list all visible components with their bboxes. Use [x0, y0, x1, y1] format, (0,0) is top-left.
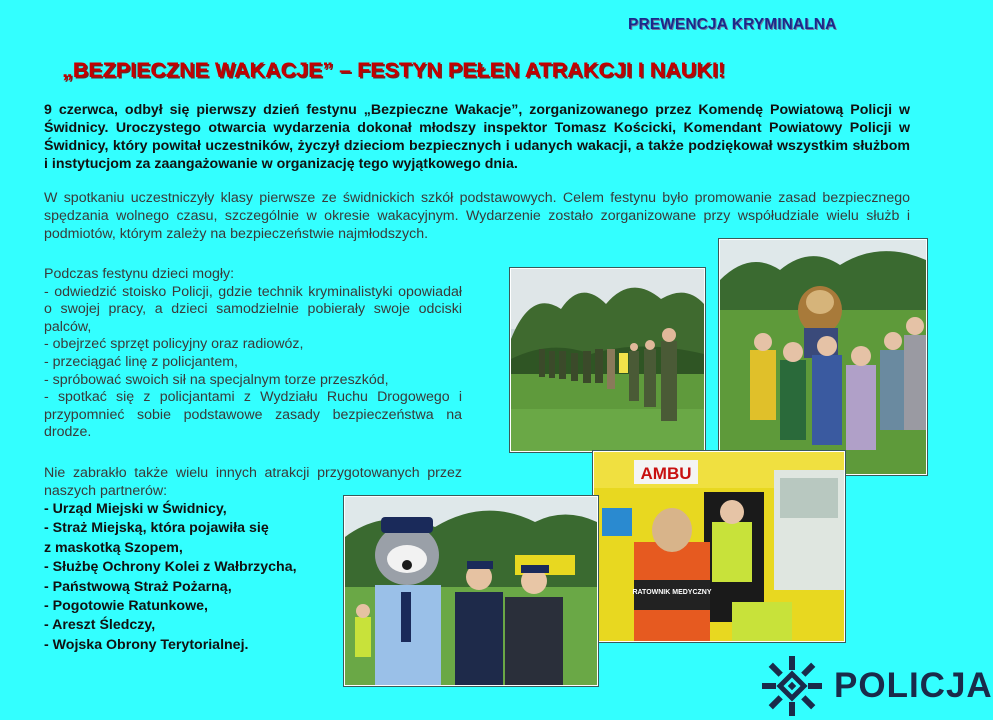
list-item: - przeciągać linę z policjantem, [44, 353, 238, 370]
police-logo [760, 654, 993, 718]
paramedic-vest-text: RATOWNIK MEDYCZNY [632, 589, 712, 596]
section-category: PREWENCJA KRYMINALNA [628, 16, 837, 33]
photo-ambulance [593, 451, 845, 642]
list-item: - Pogotowie Ratunkowe, [44, 598, 208, 615]
list-item: - Areszt Śledczy, [44, 617, 156, 634]
activities-intro: Podczas festynu dzieci mogły: [44, 266, 235, 282]
activities-list [44, 266, 462, 442]
list-item: - spróbować swoich sił na specjalnym torze przeszkód, [44, 371, 389, 388]
list-item: - Państwową Straż Pożarną, [44, 578, 232, 595]
partners-intro: Nie zabrakło także wielu innych atrakcji przygotowanych przez naszych partnerów: [44, 465, 462, 499]
intro-paragraph: 9 czerwca, odbył się pierwszy dzień festynu „Bezpieczne Wakacje”, zorganizowanego przez Komendę Powiatową Policji w Świdnicy. Uroczystego otwarcia wydarzenia dokonał młodszy inspektor Tomasz Kościcki, Komendant Powiatowy Policji w Świdnicy, który powitał uczestników, życzył dzieciom bezpiecznych i udanych wakacji, a także podziękował wszystkim służbom i instytucjom za zaangażowanie w organizację tego wyjątkowego dnia. [44, 102, 910, 172]
photo-soldiers-lineup [510, 268, 705, 452]
police-star-icon [760, 654, 824, 718]
list-item: z maskotką Szopem, [44, 539, 183, 556]
list-item: - obejrzeć sprzęt policyjny oraz radiowóz, [44, 336, 304, 353]
list-item: - Służbę Ochrony Kolei z Wałbrzycha, [44, 559, 297, 576]
list-item: - Straż Miejską, która pojawiła się [44, 520, 269, 537]
participants-paragraph: W spotkaniu uczestniczyły klasy pierwsze ze świdnickich szkół podstawowych. Celem festynu było promowanie zasad bezpiecznego spędzania wolnego czasu, szczególnie w okresie wakacyjnym. Wydarzenie zostało zorganizowane przy współudziale wielu służb i podmiotów, którym zależy na bezpieczeństwie najmłodszych. [44, 190, 910, 242]
list-item: - Wojska Obrony Terytorialnej. [44, 636, 249, 653]
list-item: - spotkać się z policjantami z Wydziału Ruchu Drogowego i przypomnieć sobie podstawowe zasady bezpieczeństwa na drodze. [44, 389, 462, 441]
police-logo-text: POLICJA [834, 666, 993, 705]
list-item: - odwiedzić stoisko Policji, gdzie technik kryminalistyki opowiadał o swojej pracy, a dzieci samodzielnie pobierały swoje odciski palców, [44, 283, 462, 335]
photo-children-mascot [719, 239, 927, 475]
page-title: „BEZPIECZNE WAKACJE” – FESTYN PEŁEN ATRAKCJI I NAUKI! [62, 58, 725, 82]
partners-list [44, 500, 344, 655]
list-item: - Urząd Miejski w Świdnicy, [44, 501, 227, 517]
photo-raccoon-mascot [344, 496, 598, 686]
ambulance-sign-text: AMBU [640, 464, 692, 483]
